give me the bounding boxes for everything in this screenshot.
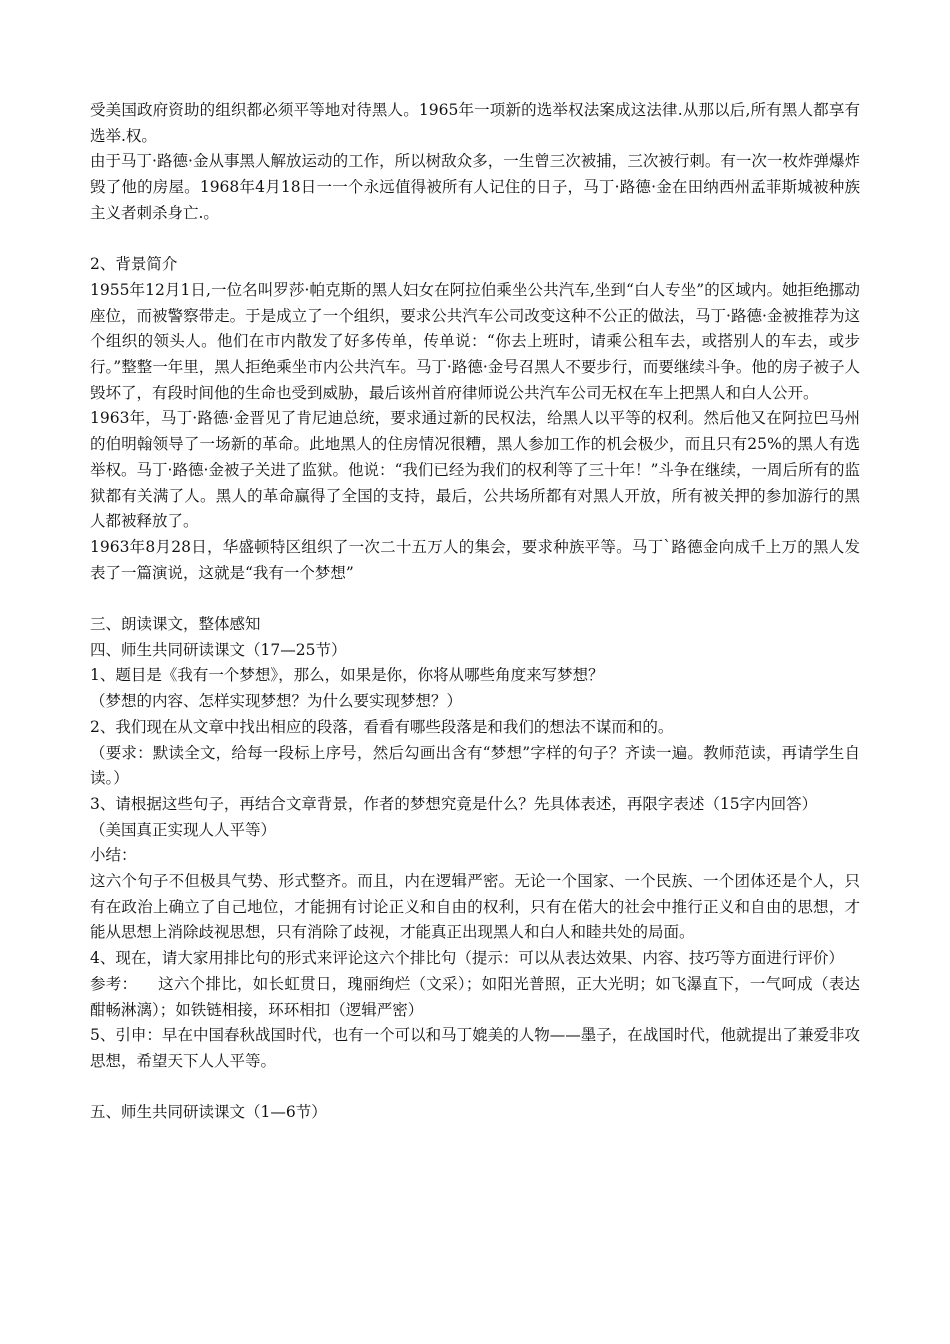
summary-text: 这六个句子不但极具气势、形式整齐。而且，内在逻辑严密。无论一个国家、一个民族、一个团体还是个人，只有在政治上确立了自己地位，才能拥有讨论正义和自由的权利，只有在偌大的社会中推行正义和自由的思想，才能从思想上消除歧视思想，只有消除了歧视，才能真正出现黑人和白人和睦共处的局面。 bbox=[90, 872, 860, 942]
question-1: 1、题目是《我有一个梦想》，那么，如果是你，你将从哪些角度来写梦想？ bbox=[90, 666, 604, 685]
section-heading-study-17-25: 四、师生共同研读课文（17—25节） bbox=[90, 640, 347, 659]
paragraph-voting-rights: 受美国政府资助的组织都必须平等地对待黑人。1965年一项新的选举权法案成这法律.从那以后,所有黑人都享有选举.权。 bbox=[90, 101, 860, 145]
section-heading-background: 2、背景简介 bbox=[90, 255, 178, 274]
blank-line bbox=[90, 227, 860, 253]
reference-answer-4: 参考： 这六个排比，如长虹贯日，瑰丽绚烂（文采）；如阳光普照，正大光明；如飞瀑直下，一气呵成（表达酣畅淋漓）；如铁链相接，环环相扣（逻辑严密） bbox=[90, 974, 860, 1019]
requirement-2: （要求：默读全文，给每一段标上序号，然后勾画出含有“梦想”字样的句子？齐读一遍。教师范读，再请学生自读。） bbox=[90, 743, 860, 788]
answer-3: （美国真正实现人人平等） bbox=[90, 820, 277, 839]
section-heading-reading: 三、朗读课文，整体感知 bbox=[90, 615, 261, 634]
paragraph-bus-boycott: 1955年12月1日,一位名叫罗莎·帕克斯的黑人妇女在阿拉伯乘坐公共汽车,坐到“白人专坐”的区域内。她拒绝挪动座位，而被警察带走。于是成立了一个组织，要求公共汽车公司改变这种不公正的做法，马丁·路德·金被推荐为这个组织的领头人。他们在市内散发了好多传单，传单说：“你去上班时，请乘公租车去，或搭别人的车去，或步行。”整整一年里，黑人拒绝乘坐市内公共汽车。马丁·路德·金号召黑人不要步行，而要继续斗争。他的房子被子人毁坏了，有段时间他的生命也受到威胁，最后该州首府律师说公共汽车公司无权在车上把黑人和白人公开。 bbox=[90, 280, 860, 402]
question-4: 4、现在，请大家用排比句的形式来评论这六个排比句（提示：可以从表达效果、内容、技巧等方面进行评价） bbox=[90, 949, 844, 968]
section-heading-study-1-6: 五、师生共同研读课文（1—6节） bbox=[90, 1103, 327, 1122]
paragraph-assassination: 由于马丁·路德·金从事黑人解放运动的工作，所以树敌众多，一生曾三次被捕，三次被行刺。有一次一枚炸弹爆炸毁了他的房屋。1968年4月18日一一个永远值得被所有人记住的日子，马丁·路德·金在田纳西州孟菲斯城被种族主义者刺杀身亡.。 bbox=[90, 152, 860, 222]
answer-1: （梦想的内容、怎样实现梦想？为什么要实现梦想？） bbox=[90, 692, 463, 711]
paragraph-1963-march: 1963年8月28日，华盛顿特区组织了一次二十五万人的集会，要求种族平等。马丁`路德金向成千上万的黑人发表了一篇演说，这就是“我有一个梦想” bbox=[90, 537, 860, 582]
blank-line bbox=[90, 586, 860, 612]
document-body bbox=[90, 98, 860, 1126]
summary-label: 小结： bbox=[90, 846, 137, 865]
extension-5: 5、引申：早在中国春秋战国时代，也有一个可以和马丁媲美的人物——墨子，在战国时代，他就提出了兼爱非攻思想，希望天下人人平等。 bbox=[90, 1026, 860, 1070]
blank-line bbox=[90, 1075, 860, 1101]
paragraph-1963-kennedy: 1963年，马丁·路德·金晋见了肯尼迪总统，要求通过新的民权法，给黑人以平等的权利。然后他又在阿拉巴马州的伯明翰领导了一场新的革命。此地黑人的住房情况很糟，黑人参加工作的机会极少，而且只有25%的黑人有选举权。马丁·路德·金被子关进了监狱。他说：“我们已经为我们的权利等了三十年！”斗争在继续，一周后所有的监狱都有关满了人。黑人的革命赢得了全国的支持，最后，公共场所都有对黑人开放，所有被关押的参加游行的黑人都被释放了。 bbox=[90, 409, 860, 531]
question-2: 2、我们现在从文章中找出相应的段落，看看有哪些段落是和我们的想法不谋而和的。 bbox=[90, 717, 674, 736]
question-3: 3、请根据这些句子，再结合文章背景，作者的梦想究竟是什么？先具体表述，再限字表述（15字内回答） bbox=[90, 794, 818, 813]
